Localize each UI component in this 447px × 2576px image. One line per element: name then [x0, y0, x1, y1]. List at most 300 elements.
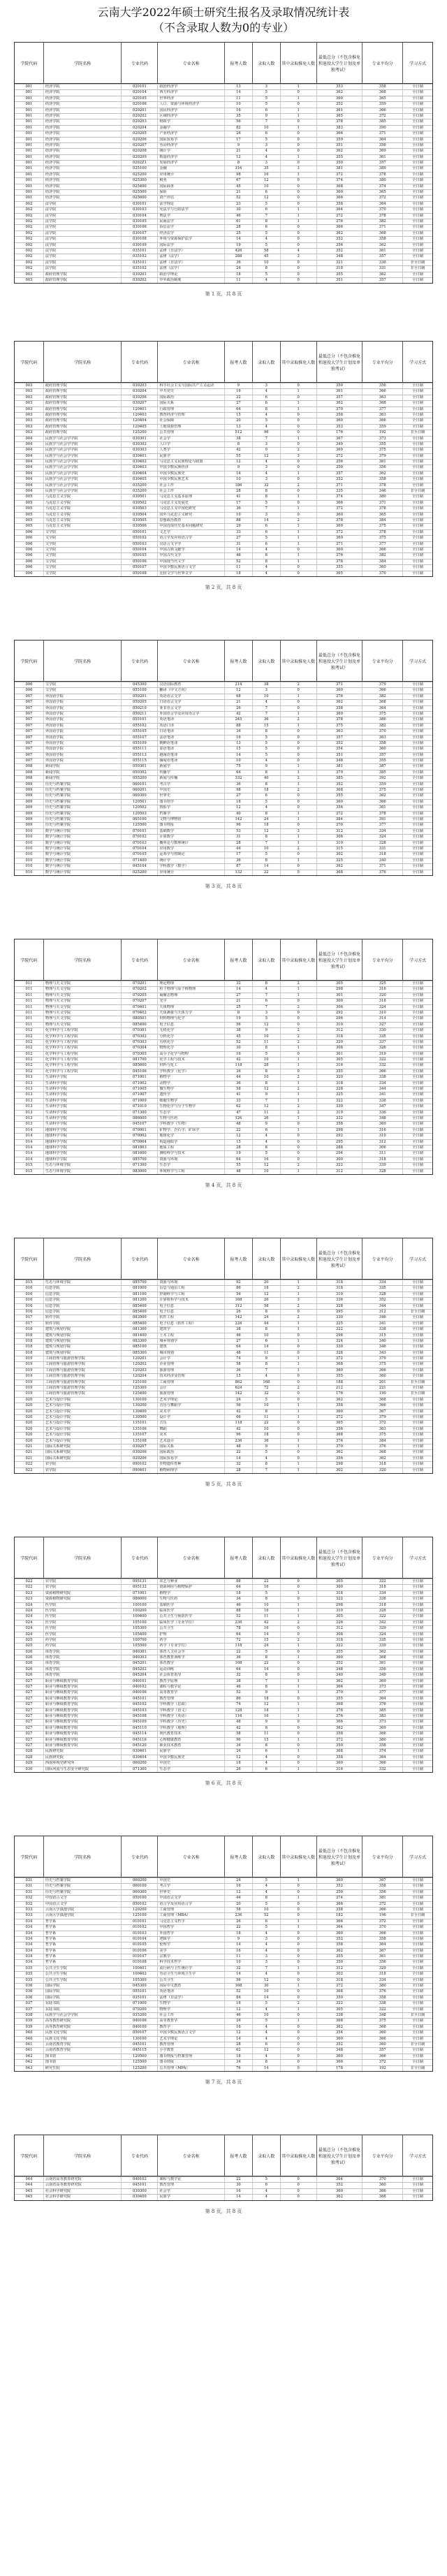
- table-cell: 005: [15, 501, 44, 506]
- table-cell: 构造地质学: [158, 1140, 225, 1145]
- table-cell: 081700: [122, 1058, 158, 1062]
- table-row: [15, 1649, 432, 1655]
- table-cell: 12: [225, 1134, 253, 1139]
- table-cell: 科学技术哲学: [158, 1960, 225, 1965]
- table-cell: 1: [281, 1878, 317, 1883]
- table-cell: 17: [225, 138, 253, 142]
- table-cell: 6: [253, 1919, 281, 1924]
- table-cell: 360: [317, 2189, 363, 2194]
- table-cell: 10: [253, 1169, 281, 1174]
- table-cell: 326: [317, 1620, 363, 1625]
- table-cell: 040: [15, 2037, 44, 2042]
- table-cell: 362: [362, 1650, 403, 1655]
- table-cell: 375: [362, 1433, 403, 1437]
- table-cell: 44: [225, 1896, 253, 1901]
- table-cell: 308: [317, 1632, 363, 1637]
- table-cell: 020206: [122, 1456, 158, 1461]
- table-cell: 376: [317, 553, 363, 558]
- table-row: [15, 207, 432, 212]
- table-cell: 371: [362, 501, 403, 506]
- document-subtitle: （不含录取人数为0的专业）: [152, 21, 295, 34]
- table-cell: 0: [281, 741, 317, 746]
- column-header: 学院代码: [15, 2135, 44, 2176]
- table-cell: 16: [253, 1609, 281, 1613]
- table-cell: 0: [281, 565, 317, 570]
- table-cell: 0: [281, 823, 317, 828]
- table-cell: 0: [281, 1697, 317, 1702]
- column-header: 学习方式: [409, 61, 427, 66]
- table-cell: 23: [225, 202, 253, 207]
- table-cell: 1: [281, 173, 317, 177]
- table-cell: 4: [253, 2037, 281, 2042]
- table-row: [15, 740, 432, 746]
- table-cell: 全日制: [412, 2188, 423, 2193]
- table-cell: 354: [317, 747, 363, 752]
- table-cell: 职业与继续教育学院: [44, 1690, 122, 1695]
- table-cell: 009: [15, 823, 44, 828]
- table-cell: 马克思主义中国化研究: [158, 506, 225, 511]
- table-cell: 105500: [122, 1644, 158, 1648]
- table-cell: 全日制: [412, 1743, 423, 1748]
- table-row: [15, 1613, 432, 1619]
- table-cell: 88: [225, 518, 253, 523]
- table-cell: 020: [15, 1403, 44, 1408]
- table-cell: 348: [317, 254, 363, 259]
- table-cell: 381: [317, 764, 363, 769]
- table-cell: 11: [225, 1954, 253, 1959]
- table-row: [15, 2018, 432, 2024]
- table-cell: 021: [15, 1456, 44, 1461]
- table-cell: 367: [317, 437, 363, 441]
- table-cell: 全日制: [412, 1092, 423, 1097]
- table-cell: 全日制: [412, 1397, 423, 1402]
- table-cell: 330: [317, 1345, 363, 1349]
- table-cell: 国际关系: [158, 401, 225, 406]
- table-cell: 359: [317, 138, 363, 142]
- column-header: 专业名称: [158, 1238, 225, 1279]
- table-cell: 363: [362, 395, 403, 400]
- table-cell: 62: [225, 2048, 253, 2053]
- table-cell: 16: [253, 1585, 281, 1590]
- table-cell: 331: [362, 847, 403, 851]
- table-cell: 全日制: [412, 1931, 423, 1935]
- table-cell: 003: [15, 278, 44, 283]
- table-row: [15, 125, 432, 131]
- table-cell: 376: [317, 694, 363, 699]
- table-cell: 护理: [158, 1632, 225, 1637]
- table-cell: 民族学与社会学学院: [44, 471, 122, 476]
- table-cell: 1: [281, 530, 317, 535]
- table-cell: 15: [253, 724, 281, 729]
- table-cell: 362: [317, 1398, 363, 1403]
- table-cell: 120403: [122, 413, 158, 418]
- table-cell: 38: [225, 1028, 253, 1033]
- table-cell: 3: [253, 465, 281, 470]
- table-cell: 1: [281, 495, 317, 499]
- table-cell: 070200: [122, 2007, 158, 2012]
- table-cell: 34: [225, 2060, 253, 2065]
- table-cell: 0: [281, 418, 317, 423]
- table-cell: 045102: [122, 1702, 158, 1707]
- table-cell: 世界史: [158, 793, 225, 798]
- table-cell: 2: [281, 847, 317, 851]
- column-header: 报考人数: [225, 342, 253, 382]
- table-cell: 214: [225, 682, 253, 687]
- table-cell: 课程与教学论: [158, 2177, 225, 2182]
- table-row: [15, 412, 432, 418]
- table-cell: 366: [362, 688, 403, 693]
- table-row: [15, 1074, 432, 1080]
- table-cell: 舞蹈: [158, 1427, 225, 1432]
- table-cell: 033: [15, 1908, 44, 1912]
- table-cell: 26: [225, 1310, 253, 1315]
- table-row: [15, 201, 432, 207]
- table-cell: 8: [253, 1597, 281, 1602]
- table-cell: 全日制: [412, 1104, 423, 1109]
- table-cell: 外国哲学: [158, 1931, 225, 1936]
- table-cell: 176: [317, 1391, 363, 1396]
- table-cell: 2: [281, 1040, 317, 1045]
- table-cell: 0: [281, 477, 317, 482]
- table-cell: 338: [317, 2013, 363, 2018]
- table-cell: 11: [253, 1040, 281, 1045]
- table-cell: 7: [253, 1679, 281, 1684]
- table-cell: 017: [15, 1322, 44, 1326]
- table-cell: 0: [281, 1052, 317, 1057]
- table-cell: 14: [225, 1456, 253, 1461]
- table-cell: 外国语学院: [44, 706, 122, 711]
- table-row: [15, 2024, 432, 2030]
- table-cell: 339: [362, 1163, 403, 1168]
- table-cell: 全日制: [412, 483, 423, 488]
- table-cell: 41: [225, 1092, 253, 1097]
- table-cell: 13: [225, 425, 253, 430]
- table-cell: 建筑与规划学院: [44, 1333, 122, 1338]
- table-cell: 全日制: [412, 1414, 423, 1419]
- table-cell: 4: [253, 1931, 281, 1936]
- table-cell: 0: [281, 161, 317, 166]
- table-cell: 外国语学院: [44, 753, 122, 758]
- table-cell: 0: [281, 413, 317, 418]
- table-cell: 315: [362, 1333, 403, 1338]
- table-cell: 中国少数民族语言文学: [158, 565, 225, 570]
- table-cell: 030501: [122, 495, 158, 499]
- table-cell: 学科教学（语文）: [158, 1708, 225, 1713]
- table-cell: 0: [281, 102, 317, 107]
- table-cell: 58: [225, 1362, 253, 1367]
- table-cell: 009: [15, 788, 44, 793]
- table-cell: 全日制: [412, 1696, 423, 1701]
- table-cell: 315: [317, 847, 363, 851]
- table-cell: 应用统计: [158, 173, 225, 177]
- table-cell: 376: [362, 1444, 403, 1449]
- table-cell: 025100: [122, 166, 158, 171]
- table-cell: 国际学院: [44, 1984, 122, 1989]
- table-row: [15, 1461, 432, 1467]
- table-cell: 非全日制: [410, 260, 425, 265]
- table-cell: 374: [317, 495, 363, 499]
- table-cell: 001: [15, 149, 44, 154]
- table-cell: 357: [362, 161, 403, 166]
- table-cell: 369: [362, 1122, 403, 1127]
- table-cell: 0: [281, 119, 317, 124]
- table-cell: 027: [15, 1690, 44, 1695]
- table-cell: 368: [362, 1655, 403, 1660]
- table-cell: 全日制: [412, 1438, 423, 1443]
- table-cell: 全日制: [412, 717, 423, 722]
- table-cell: 凝聚态物理: [158, 993, 225, 998]
- table-cell: 24: [253, 817, 281, 822]
- table-cell: 020207: [122, 143, 158, 148]
- table-cell: 全日制: [412, 272, 423, 277]
- table-cell: 全日制: [412, 2054, 423, 2058]
- table-cell: 法学院: [44, 202, 122, 207]
- table-cell: 教育学原理: [158, 1679, 225, 1684]
- table-cell: 385: [362, 119, 403, 124]
- table-cell: 366: [362, 1732, 403, 1736]
- table-row: [15, 1696, 432, 1702]
- table-cell: 360: [317, 190, 363, 195]
- table-cell: 27: [225, 536, 253, 541]
- table-cell: 1: [281, 1714, 317, 1719]
- table-cell: 全日制: [412, 137, 423, 142]
- table-cell: 药学院: [44, 1644, 122, 1648]
- table-cell: 全日制: [412, 1896, 423, 1901]
- table-cell: 全日制: [412, 230, 423, 235]
- table-cell: 358: [317, 413, 363, 418]
- table-cell: 002: [15, 231, 44, 236]
- table-cell: 375: [362, 788, 403, 793]
- table-cell: 4: [253, 237, 281, 242]
- table-cell: 318: [317, 1286, 363, 1291]
- table-cell: 34: [225, 1069, 253, 1074]
- table-cell: 学科教学（生物）: [158, 1122, 225, 1127]
- table-row: [15, 400, 432, 406]
- table-cell: 全日制: [412, 1720, 423, 1725]
- table-cell: 624: [225, 1386, 253, 1391]
- table-cell: 中国古典文献学: [158, 548, 225, 552]
- table-cell: 1: [281, 1063, 317, 1068]
- table-cell: 全日制: [412, 1362, 423, 1367]
- table-cell: 018: [15, 1327, 44, 1332]
- table-cell: 农学院: [44, 1585, 122, 1590]
- table-cell: 003: [15, 407, 44, 412]
- table-cell: 366: [317, 1902, 363, 1907]
- table-cell: 8: [253, 1146, 281, 1150]
- table-cell: 经济学院: [44, 173, 122, 177]
- table-cell: 050105: [122, 553, 158, 558]
- table-cell: 3: [253, 143, 281, 148]
- table-cell: 085700: [122, 1280, 158, 1285]
- table-cell: 305: [317, 1614, 363, 1619]
- table-cell: 全日制: [412, 529, 423, 534]
- table-cell: 42: [225, 1410, 253, 1414]
- table-cell: 11: [253, 1415, 281, 1420]
- table-cell: 72: [225, 1638, 253, 1643]
- table-row: [15, 219, 432, 224]
- table-row: [15, 1145, 432, 1150]
- table-cell: 360: [317, 1761, 363, 1766]
- table-cell: 中国近现代史基本问题研究: [158, 524, 225, 529]
- table-cell: 概率论与数理统计: [158, 841, 225, 846]
- table-cell: 376: [362, 1702, 403, 1707]
- table-cell: 8: [253, 1462, 281, 1467]
- table-row: [15, 1373, 432, 1379]
- table-cell: 1: [281, 987, 317, 992]
- table-cell: 125300: [122, 1386, 158, 1391]
- table-cell: 24: [225, 2019, 253, 2024]
- table-cell: 001: [15, 190, 44, 195]
- table-cell: 22: [253, 1661, 281, 1666]
- table-row: [15, 1596, 432, 1602]
- table-cell: 云南省高等教育研究院: [44, 2183, 122, 2188]
- table-cell: 040101: [122, 1679, 158, 1684]
- table-header-row: [14, 2135, 433, 2176]
- table-cell: 334: [362, 1978, 403, 1983]
- table-cell: 372: [317, 506, 363, 511]
- table-cell: 358: [362, 477, 403, 482]
- table-cell: 生物与医药: [158, 1597, 225, 1602]
- table-cell: 360: [317, 688, 363, 693]
- table-cell: 031: [15, 1884, 44, 1889]
- table-cell: 019: [15, 1356, 44, 1361]
- table-cell: 021: [15, 1450, 44, 1455]
- table-cell: 0: [281, 1351, 317, 1356]
- table-cell: 职业技术教育: [158, 1743, 225, 1748]
- table-cell: 007: [15, 694, 44, 699]
- table-cell: 全日制: [412, 858, 423, 863]
- table-cell: 356: [362, 465, 403, 470]
- table-cell: 基础数学: [158, 829, 225, 834]
- table-cell: 0: [281, 800, 317, 805]
- table-cell: 国际河流与生态安全研究院: [44, 1767, 122, 1772]
- table-cell: 文学院: [44, 565, 122, 570]
- table-cell: 0: [281, 700, 317, 705]
- table-cell: 18: [225, 1931, 253, 1936]
- table-cell: 全日制: [412, 835, 423, 840]
- table-cell: 039: [15, 2019, 44, 2024]
- table-cell: 135106: [122, 1427, 158, 1432]
- table-cell: 物理与天文学院: [44, 981, 122, 986]
- column-header: 专业平均分: [362, 2135, 403, 2176]
- table-cell: 体育教学: [158, 1661, 225, 1666]
- table-cell: 7: [253, 1005, 281, 1010]
- table-cell: 全日制: [412, 196, 423, 200]
- table-cell: 004: [15, 489, 44, 494]
- table-row: [15, 1069, 432, 1074]
- table-cell: 352: [317, 477, 363, 482]
- table-cell: 10: [225, 1960, 253, 1965]
- column-header: 学习方式: [409, 1556, 427, 1561]
- table-body: [14, 1280, 433, 1474]
- table-row: [15, 272, 432, 277]
- table-cell: 全日制: [412, 2060, 423, 2065]
- table-cell: 300: [317, 1585, 363, 1590]
- table-cell: 生态与环境学院: [44, 1163, 122, 1168]
- table-cell: 120203: [122, 1368, 158, 1373]
- table-row: [15, 1702, 432, 1707]
- table-cell: 341: [362, 1092, 403, 1097]
- table-cell: 332: [317, 1116, 363, 1121]
- table-row: [15, 131, 432, 136]
- table-cell: 372: [317, 1738, 363, 1743]
- table-cell: 0: [281, 430, 317, 435]
- table-cell: 96: [225, 823, 253, 828]
- table-cell: 8: [253, 489, 281, 494]
- table-cell: 338: [362, 1327, 403, 1332]
- table-cell: 004: [15, 448, 44, 453]
- table-cell: 1: [281, 114, 317, 119]
- table-cell: 8: [253, 1081, 281, 1086]
- table-cell: 图书情报与档案管理: [158, 2054, 225, 2059]
- table-cell: 考古学: [158, 1884, 225, 1889]
- table-cell: 010: [15, 847, 44, 851]
- table-cell: 369: [317, 712, 363, 717]
- table-cell: 362: [317, 231, 363, 236]
- table-cell: 0: [281, 1122, 317, 1127]
- table-cell: 4: [253, 571, 281, 576]
- table-cell: 5: [253, 231, 281, 236]
- column-header: 其中录取推免人数: [281, 939, 317, 980]
- table-cell: 030400: [122, 2195, 158, 2200]
- table-cell: 372: [362, 1421, 403, 1426]
- table-cell: 生态与环境学院: [44, 1169, 122, 1174]
- table-cell: 信息学院: [44, 1298, 122, 1303]
- table-cell: 生物化学与分子生物学: [158, 1104, 225, 1109]
- table-cell: 45: [225, 184, 253, 189]
- table-cell: 临床医学: [158, 1609, 225, 1613]
- table-cell: 065100: [122, 817, 158, 822]
- table-cell: 0: [281, 138, 317, 142]
- column-header: 学院代码: [15, 342, 44, 382]
- table-cell: 201: [362, 1380, 403, 1385]
- table-cell: 历史与档案学院: [44, 805, 122, 810]
- table-cell: 8: [253, 1896, 281, 1901]
- table-cell: 380: [362, 1738, 403, 1743]
- table-cell: 0: [281, 1632, 317, 1637]
- page-number-label: 第 2 页，共 8 页: [205, 584, 242, 590]
- table-cell: 1: [281, 96, 317, 101]
- table-cell: 300: [317, 999, 363, 1004]
- table-cell: 12: [253, 1087, 281, 1092]
- table-cell: 0: [281, 1069, 317, 1074]
- table-cell: 文学院: [44, 559, 122, 564]
- table-cell: 310: [317, 1609, 363, 1613]
- table-cell: 368: [317, 2019, 363, 2024]
- table-cell: 384: [362, 1439, 403, 1444]
- table-cell: 全日制: [412, 799, 423, 804]
- column-header: 其中录取推免人数: [281, 43, 317, 83]
- table-cell: 001: [15, 173, 44, 177]
- table-cell: 033: [15, 1913, 44, 1918]
- table-cell: 历史与档案学院: [44, 800, 122, 805]
- table-cell: 035: [15, 1972, 44, 1977]
- table-cell: 050101: [122, 530, 158, 535]
- table-cell: 1: [281, 1614, 317, 1619]
- table-cell: 电子信息（软件工程）: [158, 1322, 225, 1326]
- table-cell: 工商管理与旅游管理学院: [44, 1380, 122, 1385]
- table-row: [15, 682, 432, 687]
- table-cell: 050102: [122, 1902, 158, 1907]
- table-cell: 软件学院: [44, 1315, 122, 1320]
- table-cell: 360: [317, 1410, 363, 1414]
- table-cell: 美术学: [158, 1410, 225, 1414]
- table-cell: 艺术与设计学院: [44, 1421, 122, 1426]
- table-cell: 物理与天文学院: [44, 993, 122, 998]
- column-header: 录取人数: [253, 641, 281, 681]
- table-cell: 英语口译: [158, 724, 225, 729]
- table-page: [14, 640, 433, 890]
